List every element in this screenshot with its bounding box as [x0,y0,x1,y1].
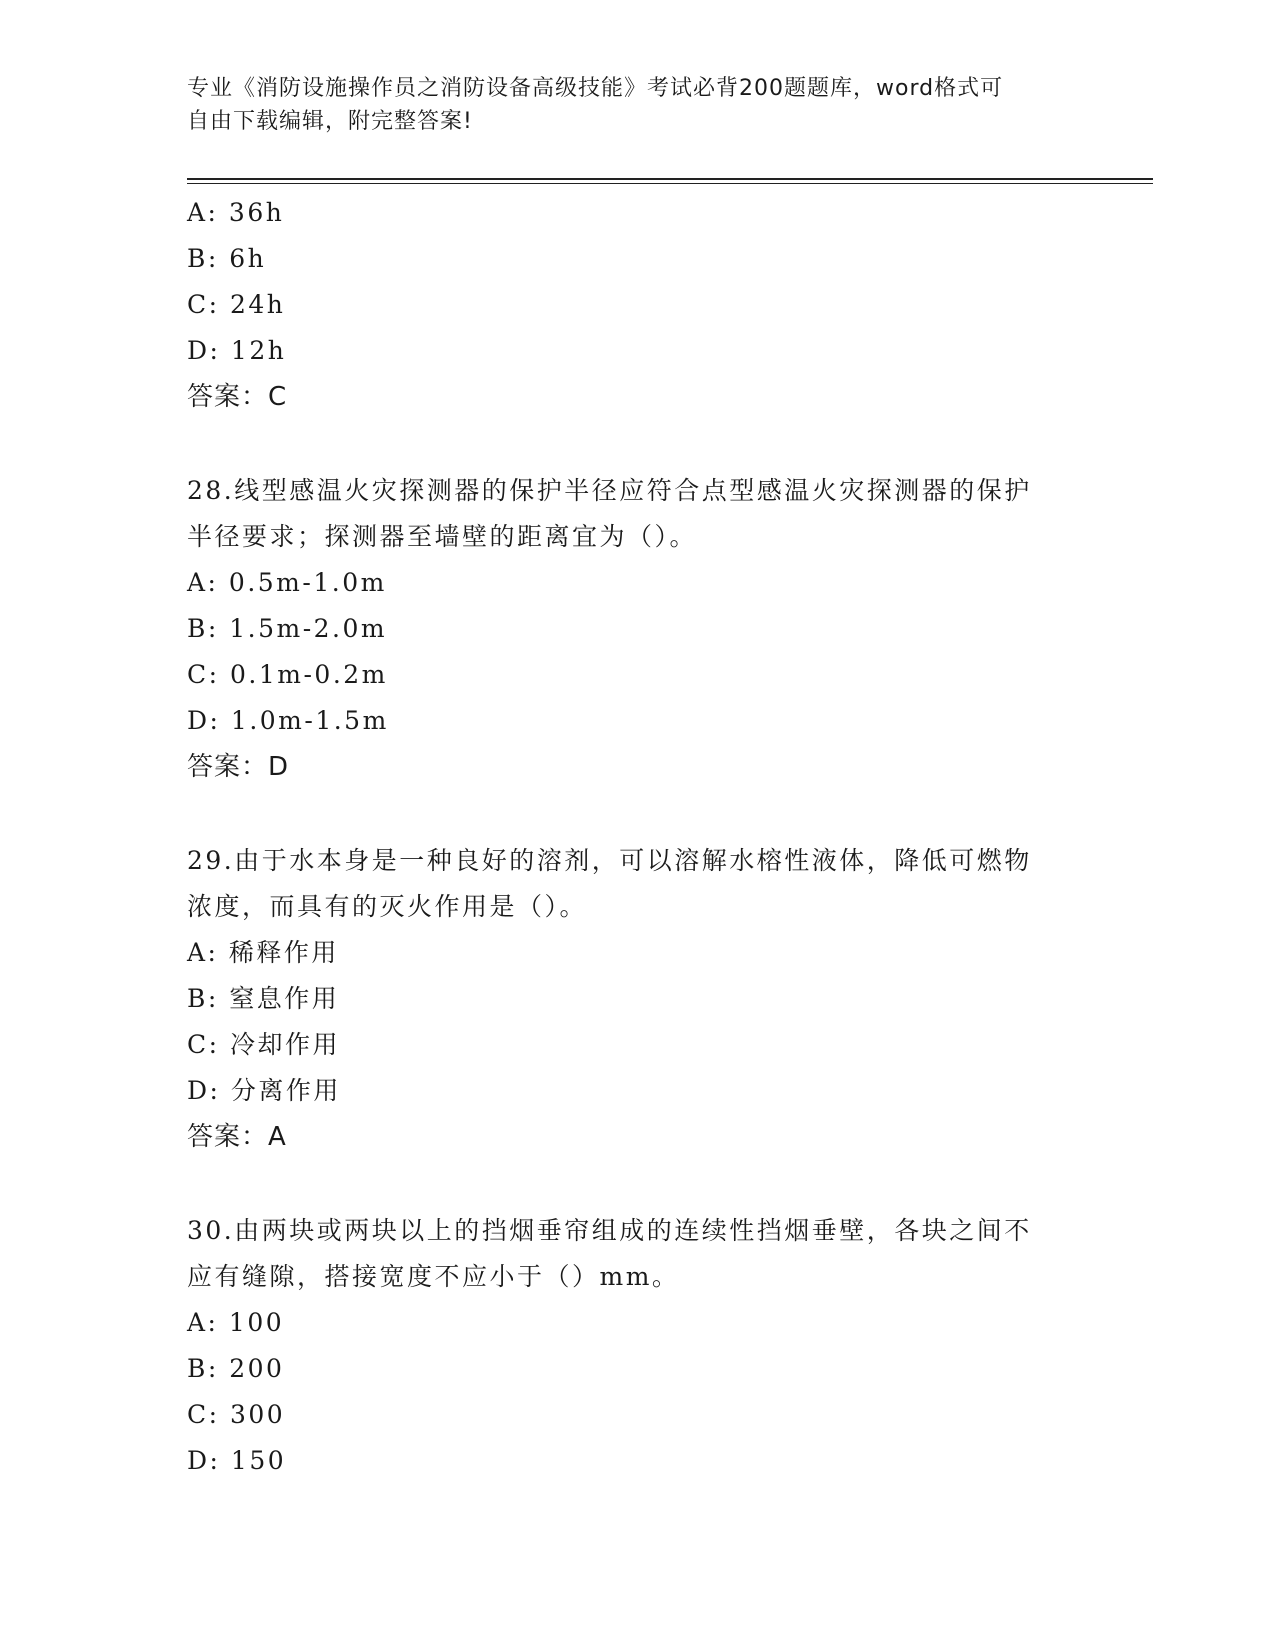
option-b: B: 1.5m-2.0m [187,614,388,643]
header-line-2: 自由下载编辑，附完整答案! [187,109,473,134]
answer-line: 答案：D [187,752,290,782]
option-a: A: 100 [187,1308,285,1337]
option-d: D: 1.0m-1.5m [187,706,389,735]
answer-line: 答案：A [187,1122,287,1152]
option-a: A: 36h [187,198,285,227]
question-block-29 [187,838,1087,1160]
option-d: D: 12h [187,336,287,365]
question-block-27 [187,190,1087,420]
question-stem-line-2: 浓度，而具有的灭火作用是（）。 [187,892,588,921]
option-c: C: 300 [187,1400,286,1429]
question-block-30 [187,1208,1087,1484]
header-line-1: 专业《消防设施操作员之消防设备高级技能》考试必背200题题库，word格式可 [187,76,1004,101]
option-b: B: 窒息作用 [187,984,340,1013]
option-d: D: 150 [187,1446,287,1475]
question-stem-line-1: 29.由于水本身是一种良好的溶剂，可以溶解水榕性液体，降低可燃物 [187,846,1032,875]
question-stem-line-1: 30.由两块或两块以上的挡烟垂帘组成的连续性挡烟垂壁，各块之间不 [187,1216,1032,1245]
question-block-28 [187,468,1087,790]
document-body [187,190,1087,1484]
question-stem-line-1: 28.线型感温火灾探测器的保护半径应符合点型感温火灾探测器的保护 [187,476,1032,505]
header-divider-thin [187,183,1153,184]
option-c: C: 0.1m-0.2m [187,660,388,689]
header-divider-thick [187,178,1153,180]
question-stem-line-2: 半径要求；探测器至墙壁的距离宜为（）。 [187,522,698,551]
option-a: A: 0.5m-1.0m [187,568,387,597]
document-header [187,72,1067,138]
answer-line: 答案：C [187,382,288,412]
option-b: B: 6h [187,244,267,273]
option-c: C: 冷却作用 [187,1030,340,1059]
option-b: B: 200 [187,1354,285,1383]
option-d: D: 分离作用 [187,1076,341,1105]
option-c: C: 24h [187,290,286,319]
question-stem-line-2: 应有缝隙，搭接宽度不应小于（）mm。 [187,1262,680,1291]
option-a: A: 稀释作用 [187,938,339,967]
